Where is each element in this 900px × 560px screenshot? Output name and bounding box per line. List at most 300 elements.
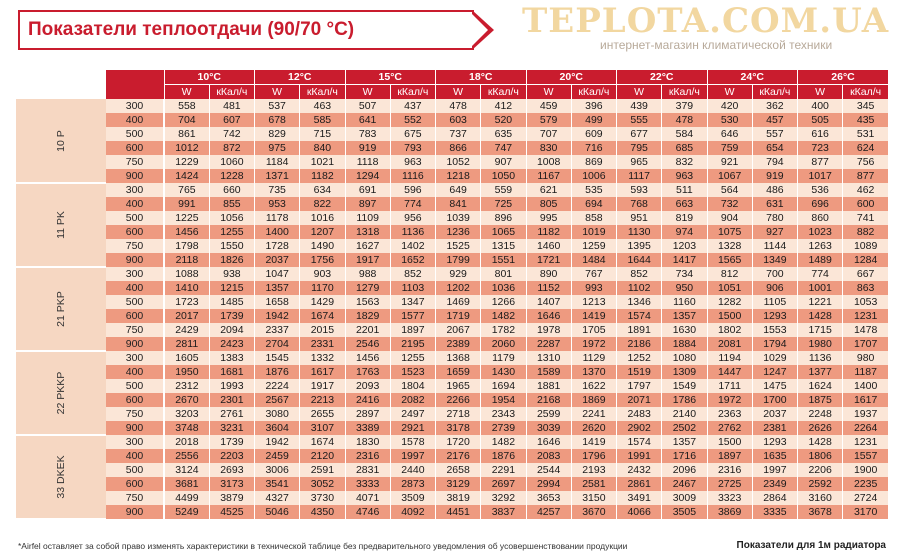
value-kcal-cell: 896 bbox=[481, 211, 526, 225]
value-w-cell: 616 bbox=[798, 127, 843, 141]
value-kcal-cell: 345 bbox=[843, 99, 888, 113]
value-w-cell: 2861 bbox=[617, 477, 662, 491]
value-kcal-cell: 2591 bbox=[300, 463, 345, 477]
value-kcal-cell: 1357 bbox=[662, 309, 707, 323]
value-kcal-cell: 1213 bbox=[571, 295, 616, 309]
value-w-cell: 1519 bbox=[617, 365, 662, 379]
value-kcal-cell: 1549 bbox=[662, 379, 707, 393]
value-kcal-cell: 993 bbox=[571, 281, 616, 295]
table-row bbox=[16, 449, 888, 463]
value-kcal-cell: 2655 bbox=[300, 407, 345, 421]
value-w-cell: 459 bbox=[526, 99, 571, 113]
value-kcal-cell: 1170 bbox=[300, 281, 345, 295]
table-row bbox=[16, 197, 888, 211]
value-w-cell: 2429 bbox=[164, 323, 209, 337]
value-kcal-cell: 1681 bbox=[209, 365, 254, 379]
value-kcal-cell: 1006 bbox=[571, 169, 616, 183]
unit-header-w: W bbox=[345, 85, 390, 100]
value-w-cell: 2312 bbox=[164, 379, 209, 393]
value-w-cell: 3869 bbox=[707, 505, 752, 519]
value-kcal-cell: 1332 bbox=[300, 351, 345, 365]
value-w-cell: 2168 bbox=[526, 393, 571, 407]
value-kcal-cell: 1782 bbox=[481, 323, 526, 337]
value-w-cell: 1881 bbox=[526, 379, 571, 393]
value-kcal-cell: 675 bbox=[390, 127, 435, 141]
value-kcal-cell: 1478 bbox=[843, 323, 888, 337]
table-row bbox=[16, 351, 888, 365]
value-kcal-cell: 794 bbox=[752, 155, 797, 169]
value-kcal-cell: 2864 bbox=[752, 491, 797, 505]
value-kcal-cell: 557 bbox=[752, 127, 797, 141]
value-kcal-cell: 938 bbox=[209, 267, 254, 281]
value-w-cell: 1456 bbox=[164, 225, 209, 239]
value-kcal-cell: 2264 bbox=[843, 421, 888, 435]
value-w-cell: 783 bbox=[345, 127, 390, 141]
value-kcal-cell: 1179 bbox=[481, 351, 526, 365]
value-w-cell: 400 bbox=[798, 99, 843, 113]
value-kcal-cell: 1357 bbox=[662, 435, 707, 449]
value-kcal-cell: 2697 bbox=[481, 477, 526, 491]
temperature-header: 26°C bbox=[798, 70, 889, 85]
value-w-cell: 2248 bbox=[798, 407, 843, 421]
value-kcal-cell: 3670 bbox=[571, 505, 616, 519]
unit-header-row bbox=[16, 85, 888, 100]
model-label-cell bbox=[16, 435, 106, 519]
value-kcal-cell: 1016 bbox=[300, 211, 345, 225]
value-w-cell: 579 bbox=[526, 113, 571, 127]
value-kcal-cell: 1215 bbox=[209, 281, 254, 295]
value-kcal-cell: 903 bbox=[300, 267, 345, 281]
value-w-cell: 2599 bbox=[526, 407, 571, 421]
height-cell: 400 bbox=[106, 449, 164, 463]
value-w-cell: 1980 bbox=[798, 337, 843, 351]
value-kcal-cell: 634 bbox=[300, 183, 345, 197]
value-w-cell: 2811 bbox=[164, 337, 209, 351]
value-kcal-cell: 2381 bbox=[752, 421, 797, 435]
value-w-cell: 3681 bbox=[164, 477, 209, 491]
value-kcal-cell: 1490 bbox=[300, 239, 345, 253]
value-kcal-cell: 3107 bbox=[300, 421, 345, 435]
value-w-cell: 732 bbox=[707, 197, 752, 211]
value-kcal-cell: 585 bbox=[300, 113, 345, 127]
value-w-cell: 2206 bbox=[798, 463, 843, 477]
unit-header-kcal: кКал/ч bbox=[209, 85, 254, 100]
value-kcal-cell: 3335 bbox=[752, 505, 797, 519]
unit-header-w: W bbox=[526, 85, 571, 100]
value-kcal-cell: 667 bbox=[843, 267, 888, 281]
value-kcal-cell: 1578 bbox=[390, 435, 435, 449]
value-kcal-cell: 1917 bbox=[300, 379, 345, 393]
value-kcal-cell: 607 bbox=[209, 113, 254, 127]
value-kcal-cell: 596 bbox=[390, 183, 435, 197]
height-cell: 300 bbox=[106, 267, 164, 281]
table-row bbox=[16, 281, 888, 295]
value-w-cell: 707 bbox=[526, 127, 571, 141]
value-kcal-cell: 511 bbox=[662, 183, 707, 197]
unit-header-kcal: кКал/ч bbox=[752, 85, 797, 100]
value-kcal-cell: 2195 bbox=[390, 337, 435, 351]
value-kcal-cell: 531 bbox=[843, 127, 888, 141]
height-cell: 900 bbox=[106, 337, 164, 351]
value-kcal-cell: 1231 bbox=[843, 435, 888, 449]
value-w-cell: 641 bbox=[345, 113, 390, 127]
value-w-cell: 1728 bbox=[255, 239, 300, 253]
value-kcal-cell: 1786 bbox=[662, 393, 707, 407]
value-w-cell: 1047 bbox=[255, 267, 300, 281]
value-w-cell: 3178 bbox=[436, 421, 481, 435]
value-kcal-cell: 863 bbox=[843, 281, 888, 295]
value-kcal-cell: 654 bbox=[752, 141, 797, 155]
value-kcal-cell: 1144 bbox=[752, 239, 797, 253]
table-row bbox=[16, 169, 888, 183]
value-w-cell: 2626 bbox=[798, 421, 843, 435]
value-w-cell: 1377 bbox=[798, 365, 843, 379]
height-cell: 400 bbox=[106, 197, 164, 211]
value-w-cell: 5046 bbox=[255, 505, 300, 519]
value-w-cell: 1891 bbox=[617, 323, 662, 337]
value-kcal-cell: 1417 bbox=[662, 253, 707, 267]
value-kcal-cell: 869 bbox=[571, 155, 616, 169]
value-w-cell: 3678 bbox=[798, 505, 843, 519]
value-kcal-cell: 1187 bbox=[843, 365, 888, 379]
value-kcal-cell: 1309 bbox=[662, 365, 707, 379]
heat-output-table bbox=[16, 70, 888, 520]
value-w-cell: 704 bbox=[164, 113, 209, 127]
value-kcal-cell: 1617 bbox=[843, 393, 888, 407]
model-label: 11 PK bbox=[55, 211, 67, 239]
value-w-cell: 1178 bbox=[255, 211, 300, 225]
value-kcal-cell: 3730 bbox=[300, 491, 345, 505]
value-kcal-cell: 462 bbox=[843, 183, 888, 197]
value-kcal-cell: 1804 bbox=[390, 379, 435, 393]
value-kcal-cell: 1019 bbox=[571, 225, 616, 239]
brand-watermark bbox=[522, 2, 892, 52]
value-kcal-cell: 379 bbox=[662, 99, 707, 113]
value-kcal-cell: 2235 bbox=[843, 477, 888, 491]
height-cell: 500 bbox=[106, 211, 164, 225]
value-kcal-cell: 950 bbox=[662, 281, 707, 295]
value-w-cell: 1723 bbox=[164, 295, 209, 309]
value-w-cell: 1130 bbox=[617, 225, 662, 239]
value-kcal-cell: 2060 bbox=[481, 337, 526, 351]
value-w-cell: 1565 bbox=[707, 253, 752, 267]
table-row bbox=[16, 379, 888, 393]
value-w-cell: 1202 bbox=[436, 281, 481, 295]
value-kcal-cell: 1228 bbox=[209, 169, 254, 183]
value-kcal-cell: 855 bbox=[209, 197, 254, 211]
table-row bbox=[16, 295, 888, 309]
value-w-cell: 1357 bbox=[255, 281, 300, 295]
value-w-cell: 1500 bbox=[707, 435, 752, 449]
value-kcal-cell: 1796 bbox=[571, 449, 616, 463]
value-kcal-cell: 2037 bbox=[752, 407, 797, 421]
height-cell: 400 bbox=[106, 365, 164, 379]
height-cell: 750 bbox=[106, 407, 164, 421]
value-kcal-cell: 4525 bbox=[209, 505, 254, 519]
table-row bbox=[16, 225, 888, 239]
value-w-cell: 890 bbox=[526, 267, 571, 281]
height-cell: 600 bbox=[106, 477, 164, 491]
value-w-cell: 1624 bbox=[798, 379, 843, 393]
value-kcal-cell: 1160 bbox=[662, 295, 707, 309]
value-kcal-cell: 877 bbox=[843, 169, 888, 183]
value-kcal-cell: 2349 bbox=[752, 477, 797, 491]
value-w-cell: 1109 bbox=[345, 211, 390, 225]
value-kcal-cell: 694 bbox=[571, 197, 616, 211]
height-cell: 750 bbox=[106, 239, 164, 253]
value-w-cell: 2083 bbox=[526, 449, 571, 463]
value-w-cell: 3333 bbox=[345, 477, 390, 491]
unit-header-kcal: кКал/ч bbox=[662, 85, 707, 100]
value-kcal-cell: 2724 bbox=[843, 491, 888, 505]
value-w-cell: 4499 bbox=[164, 491, 209, 505]
value-w-cell: 2994 bbox=[526, 477, 571, 491]
value-kcal-cell: 1402 bbox=[390, 239, 435, 253]
value-w-cell: 1942 bbox=[255, 435, 300, 449]
value-kcal-cell: 1954 bbox=[481, 393, 526, 407]
table-row bbox=[16, 337, 888, 351]
value-w-cell: 1294 bbox=[345, 169, 390, 183]
value-w-cell: 1991 bbox=[617, 449, 662, 463]
value-kcal-cell: 956 bbox=[390, 211, 435, 225]
value-w-cell: 1218 bbox=[436, 169, 481, 183]
value-w-cell: 4066 bbox=[617, 505, 662, 519]
value-w-cell: 1310 bbox=[526, 351, 571, 365]
value-w-cell: 1456 bbox=[345, 351, 390, 365]
value-kcal-cell: 1826 bbox=[209, 253, 254, 267]
value-w-cell: 3748 bbox=[164, 421, 209, 435]
value-kcal-cell: 919 bbox=[752, 169, 797, 183]
table-row bbox=[16, 365, 888, 379]
corner-cell bbox=[106, 70, 164, 85]
unit-header-kcal: кКал/ч bbox=[390, 85, 435, 100]
value-kcal-cell: 2291 bbox=[481, 463, 526, 477]
value-w-cell: 2567 bbox=[255, 393, 300, 407]
value-w-cell: 737 bbox=[436, 127, 481, 141]
value-w-cell: 735 bbox=[255, 183, 300, 197]
value-kcal-cell: 793 bbox=[390, 141, 435, 155]
value-kcal-cell: 1794 bbox=[752, 337, 797, 351]
unit-header-kcal: кКал/ч bbox=[571, 85, 616, 100]
value-kcal-cell: 486 bbox=[752, 183, 797, 197]
value-w-cell: 919 bbox=[345, 141, 390, 155]
unit-header-kcal: кКал/ч bbox=[843, 85, 888, 100]
value-kcal-cell: 463 bbox=[300, 99, 345, 113]
value-kcal-cell: 2873 bbox=[390, 477, 435, 491]
value-kcal-cell: 1370 bbox=[571, 365, 616, 379]
value-kcal-cell: 2301 bbox=[209, 393, 254, 407]
value-kcal-cell: 927 bbox=[752, 225, 797, 239]
value-w-cell: 1563 bbox=[345, 295, 390, 309]
value-w-cell: 2902 bbox=[617, 421, 662, 435]
value-w-cell: 2670 bbox=[164, 393, 209, 407]
value-w-cell: 1424 bbox=[164, 169, 209, 183]
page-title: Показатели теплоотдачи (90/70 °С) bbox=[28, 19, 355, 40]
value-kcal-cell: 700 bbox=[752, 267, 797, 281]
value-w-cell: 2556 bbox=[164, 449, 209, 463]
value-kcal-cell: 1876 bbox=[481, 449, 526, 463]
value-w-cell: 3541 bbox=[255, 477, 300, 491]
height-cell: 600 bbox=[106, 393, 164, 407]
height-cell: 300 bbox=[106, 183, 164, 197]
value-w-cell: 1410 bbox=[164, 281, 209, 295]
value-w-cell: 1627 bbox=[345, 239, 390, 253]
value-w-cell: 1830 bbox=[345, 435, 390, 449]
value-kcal-cell: 1231 bbox=[843, 309, 888, 323]
value-kcal-cell: 2094 bbox=[209, 323, 254, 337]
value-kcal-cell: 1060 bbox=[209, 155, 254, 169]
value-kcal-cell: 1997 bbox=[390, 449, 435, 463]
table-row bbox=[16, 183, 888, 197]
value-kcal-cell: 801 bbox=[481, 267, 526, 281]
value-w-cell: 2432 bbox=[617, 463, 662, 477]
value-w-cell: 975 bbox=[255, 141, 300, 155]
value-kcal-cell: 1056 bbox=[209, 211, 254, 225]
value-kcal-cell: 412 bbox=[481, 99, 526, 113]
value-w-cell: 3124 bbox=[164, 463, 209, 477]
value-w-cell: 2266 bbox=[436, 393, 481, 407]
value-w-cell: 1644 bbox=[617, 253, 662, 267]
value-w-cell: 1152 bbox=[526, 281, 571, 295]
value-kcal-cell: 1103 bbox=[390, 281, 435, 295]
value-w-cell: 1897 bbox=[707, 449, 752, 463]
value-w-cell: 768 bbox=[617, 197, 662, 211]
value-kcal-cell: 1203 bbox=[662, 239, 707, 253]
value-kcal-cell: 1182 bbox=[300, 169, 345, 183]
value-kcal-cell: 1021 bbox=[300, 155, 345, 169]
table-row bbox=[16, 491, 888, 505]
value-w-cell: 4071 bbox=[345, 491, 390, 505]
value-w-cell: 2718 bbox=[436, 407, 481, 421]
value-w-cell: 691 bbox=[345, 183, 390, 197]
value-kcal-cell: 1707 bbox=[843, 337, 888, 351]
height-cell: 400 bbox=[106, 113, 164, 127]
temperature-header-row bbox=[16, 70, 888, 85]
model-label-cell bbox=[16, 99, 106, 183]
value-kcal-cell: 767 bbox=[571, 267, 616, 281]
value-w-cell: 1875 bbox=[798, 393, 843, 407]
value-kcal-cell: 1349 bbox=[752, 253, 797, 267]
value-w-cell: 953 bbox=[255, 197, 300, 211]
value-w-cell: 2118 bbox=[164, 253, 209, 267]
value-kcal-cell: 478 bbox=[662, 113, 707, 127]
value-kcal-cell: 1065 bbox=[481, 225, 526, 239]
value-kcal-cell: 663 bbox=[662, 197, 707, 211]
value-kcal-cell: 963 bbox=[662, 169, 707, 183]
value-w-cell: 1102 bbox=[617, 281, 662, 295]
value-kcal-cell: 1630 bbox=[662, 323, 707, 337]
value-w-cell: 805 bbox=[526, 197, 571, 211]
value-kcal-cell: 362 bbox=[752, 99, 797, 113]
value-w-cell: 3006 bbox=[255, 463, 300, 477]
value-kcal-cell: 1029 bbox=[752, 351, 797, 365]
value-w-cell: 1282 bbox=[707, 295, 752, 309]
unit-header-kcal: кКал/ч bbox=[300, 85, 345, 100]
value-w-cell: 558 bbox=[164, 99, 209, 113]
value-kcal-cell: 2502 bbox=[662, 421, 707, 435]
height-cell: 600 bbox=[106, 309, 164, 323]
value-kcal-cell: 1293 bbox=[752, 309, 797, 323]
value-kcal-cell: 1482 bbox=[481, 309, 526, 323]
height-cell: 400 bbox=[106, 281, 164, 295]
value-kcal-cell: 974 bbox=[662, 225, 707, 239]
value-w-cell: 1965 bbox=[436, 379, 481, 393]
value-kcal-cell: 4350 bbox=[300, 505, 345, 519]
temperature-header: 24°C bbox=[707, 70, 798, 85]
value-w-cell: 1719 bbox=[436, 309, 481, 323]
value-w-cell: 1605 bbox=[164, 351, 209, 365]
height-cell: 750 bbox=[106, 491, 164, 505]
value-kcal-cell: 2440 bbox=[390, 463, 435, 477]
value-kcal-cell: 1430 bbox=[481, 365, 526, 379]
value-w-cell: 1236 bbox=[436, 225, 481, 239]
model-label: 22 PKKP bbox=[55, 371, 67, 415]
table-row bbox=[16, 113, 888, 127]
value-w-cell: 1574 bbox=[617, 309, 662, 323]
value-w-cell: 1051 bbox=[707, 281, 752, 295]
value-kcal-cell: 1053 bbox=[843, 295, 888, 309]
value-kcal-cell: 1089 bbox=[843, 239, 888, 253]
value-kcal-cell: 685 bbox=[662, 141, 707, 155]
value-kcal-cell: 2343 bbox=[481, 407, 526, 421]
value-kcal-cell: 1937 bbox=[843, 407, 888, 421]
value-kcal-cell: 1756 bbox=[300, 253, 345, 267]
value-kcal-cell: 3009 bbox=[662, 491, 707, 505]
value-kcal-cell: 1036 bbox=[481, 281, 526, 295]
value-w-cell: 1039 bbox=[436, 211, 481, 225]
value-w-cell: 861 bbox=[164, 127, 209, 141]
value-kcal-cell: 1347 bbox=[390, 295, 435, 309]
value-w-cell: 904 bbox=[707, 211, 752, 225]
value-w-cell: 2704 bbox=[255, 337, 300, 351]
value-kcal-cell: 1247 bbox=[752, 365, 797, 379]
value-w-cell: 1136 bbox=[798, 351, 843, 365]
value-kcal-cell: 1400 bbox=[843, 379, 888, 393]
height-cell: 600 bbox=[106, 225, 164, 239]
height-cell: 900 bbox=[106, 169, 164, 183]
temperature-header: 20°C bbox=[526, 70, 617, 85]
value-kcal-cell: 3052 bbox=[300, 477, 345, 491]
value-w-cell: 1574 bbox=[617, 435, 662, 449]
value-kcal-cell: 3879 bbox=[209, 491, 254, 505]
value-kcal-cell: 3292 bbox=[481, 491, 526, 505]
value-w-cell: 1798 bbox=[164, 239, 209, 253]
value-kcal-cell: 1884 bbox=[662, 337, 707, 351]
value-kcal-cell: 2761 bbox=[209, 407, 254, 421]
value-w-cell: 1328 bbox=[707, 239, 752, 253]
value-w-cell: 1252 bbox=[617, 351, 662, 365]
value-w-cell: 4451 bbox=[436, 505, 481, 519]
height-cell: 300 bbox=[106, 351, 164, 365]
value-w-cell: 1797 bbox=[617, 379, 662, 393]
value-w-cell: 3039 bbox=[526, 421, 571, 435]
value-kcal-cell: 852 bbox=[390, 267, 435, 281]
value-w-cell: 3323 bbox=[707, 491, 752, 505]
value-kcal-cell: 780 bbox=[752, 211, 797, 225]
value-kcal-cell: 1116 bbox=[390, 169, 435, 183]
value-kcal-cell: 600 bbox=[843, 197, 888, 211]
value-w-cell: 555 bbox=[617, 113, 662, 127]
value-w-cell: 530 bbox=[707, 113, 752, 127]
table-row bbox=[16, 421, 888, 435]
value-w-cell: 2544 bbox=[526, 463, 571, 477]
model-label-cell bbox=[16, 183, 106, 267]
value-kcal-cell: 396 bbox=[571, 99, 616, 113]
value-w-cell: 3160 bbox=[798, 491, 843, 505]
value-w-cell: 478 bbox=[436, 99, 481, 113]
temperature-header: 10°C bbox=[164, 70, 255, 85]
value-kcal-cell: 2467 bbox=[662, 477, 707, 491]
